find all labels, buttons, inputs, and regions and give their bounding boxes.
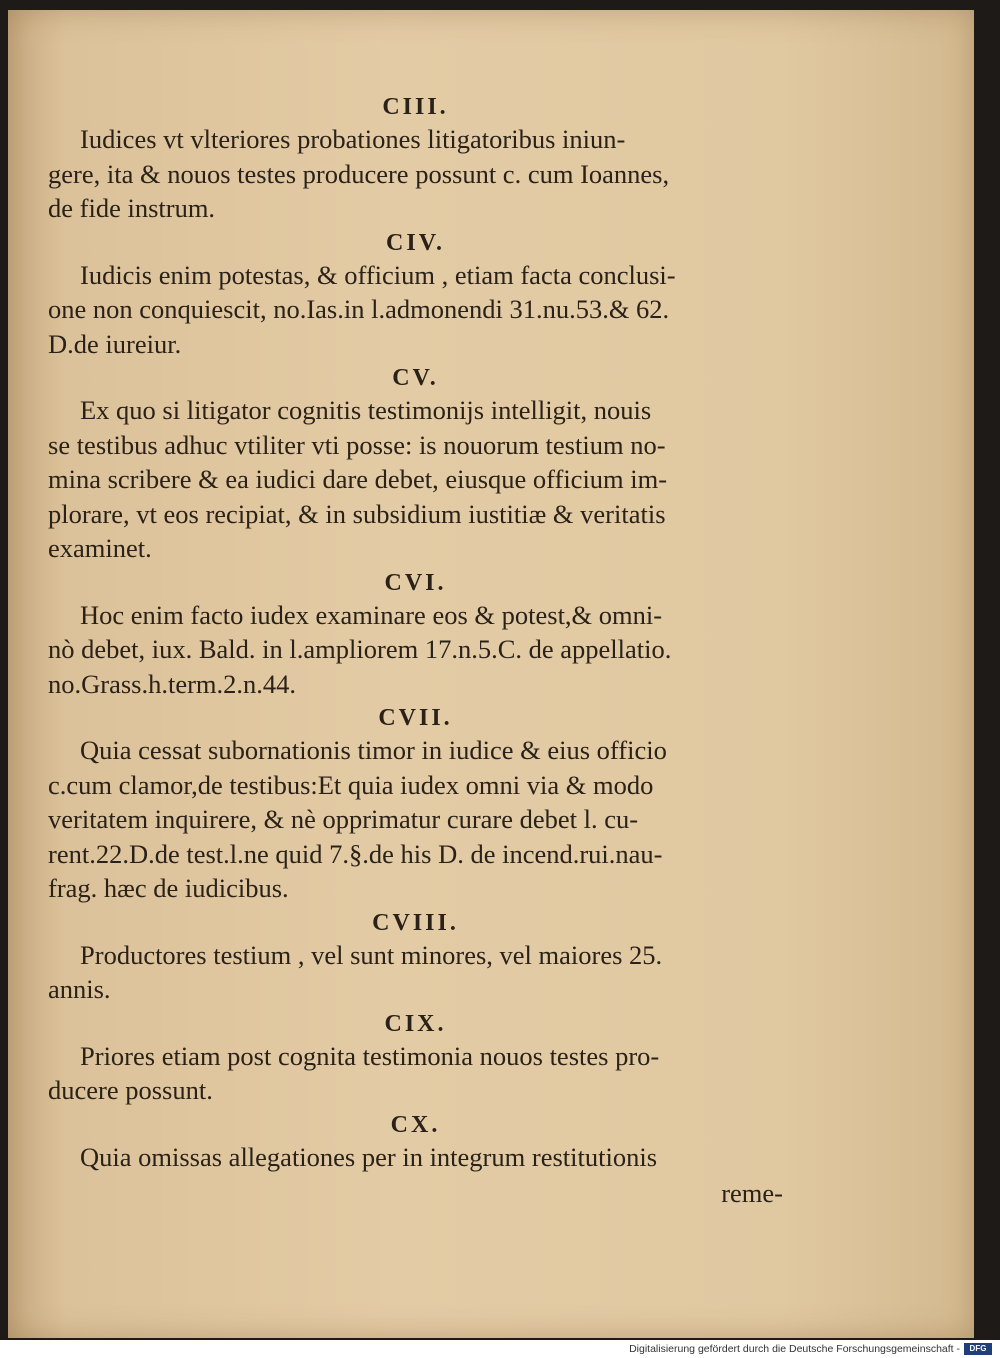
section-heading: CV. xyxy=(392,365,439,391)
section-heading: CX. xyxy=(390,1111,441,1138)
text-line: one non conquiescit, no.Ias.in l.admonendi 31.nu.53.& 62. xyxy=(48,294,670,324)
section-paragraph xyxy=(48,122,783,226)
text-line: Priores etiam post cognita testimonia nouos testes pro- xyxy=(80,1040,660,1071)
footer-bar xyxy=(0,1340,1000,1358)
section-paragraph xyxy=(48,1140,783,1175)
text-line: Hoc enim facto iudex examinare eos & potest,& omni- xyxy=(80,599,663,630)
dfg-logo: DFG xyxy=(964,1343,992,1355)
catchword: reme- xyxy=(721,1178,783,1208)
section-paragraph xyxy=(48,938,783,1007)
section-paragraph xyxy=(48,393,783,566)
text-line: Productores testium , vel sunt minores, vel maiores 25. xyxy=(80,939,663,970)
section-heading: CVI. xyxy=(384,569,447,596)
text-line: Quia cessat subornationis timor in iudice & eius officio xyxy=(80,735,667,765)
text-line: D.de iureiur. xyxy=(48,328,182,359)
section-heading: CIII. xyxy=(382,94,449,120)
text-line: rent.22.D.de test.l.ne quid 7.§.de his D. de incend.rui.nau- xyxy=(48,838,663,869)
text-line: annis. xyxy=(48,974,111,1004)
section-paragraph xyxy=(48,733,783,906)
text-line: se testibus adhuc vtiliter vti posse: is nouorum testium no- xyxy=(48,429,666,460)
footer-credit: Digitalisierung gefördert durch die Deutsche Forschungsgemeinschaft - xyxy=(629,1343,960,1355)
text-line: gere, ita & nouos testes producere possunt c. cum Ioannes, xyxy=(48,158,670,189)
book-page xyxy=(8,10,974,1338)
text-line: c.cum clamor,de testibus:Et quia iudex omni via & modo xyxy=(48,769,654,800)
text-line: plorare, vt eos recipiat, & in subsidium iustitiæ & veritatis xyxy=(48,498,666,529)
text-line: Ex quo si litigator cognitis testimonijs intelligit, nouis xyxy=(80,395,652,425)
text-line: de fide instrum. xyxy=(48,193,216,223)
section-paragraph xyxy=(48,1039,783,1108)
text-line: veritatem inquirere, & nè opprimatur curare debet l. cu- xyxy=(48,804,639,834)
text-line: no.Grass.h.term.2.n.44. xyxy=(48,668,297,699)
section-heading: CIV. xyxy=(386,229,445,256)
section-paragraph xyxy=(48,598,783,702)
section-heading: CVIII. xyxy=(372,909,459,936)
text-line: Iudices vt vlteriores probationes litigatoribus iniun- xyxy=(80,124,626,154)
section-heading: CVII. xyxy=(378,705,453,731)
text-line: nò debet, iux. Bald. in l.ampliorem 17.n.5.C. de appellatio. xyxy=(48,634,672,664)
text-line: mina scribere & ea iudici dare debet, eiusque officium im- xyxy=(48,464,668,494)
text-line: ducere possunt. xyxy=(48,1075,213,1105)
text-line: Quia omissas allegationes per in integrum restitutionis xyxy=(80,1141,658,1172)
section-paragraph xyxy=(48,258,783,362)
text-line: frag. hæc de iudicibus. xyxy=(48,873,289,903)
text-line: examinet. xyxy=(48,533,152,563)
section-heading: CIX. xyxy=(384,1010,447,1037)
text-line: Iudicis enim potestas, & officium , etiam facta conclusi- xyxy=(80,259,676,290)
page-text xyxy=(48,90,783,1211)
